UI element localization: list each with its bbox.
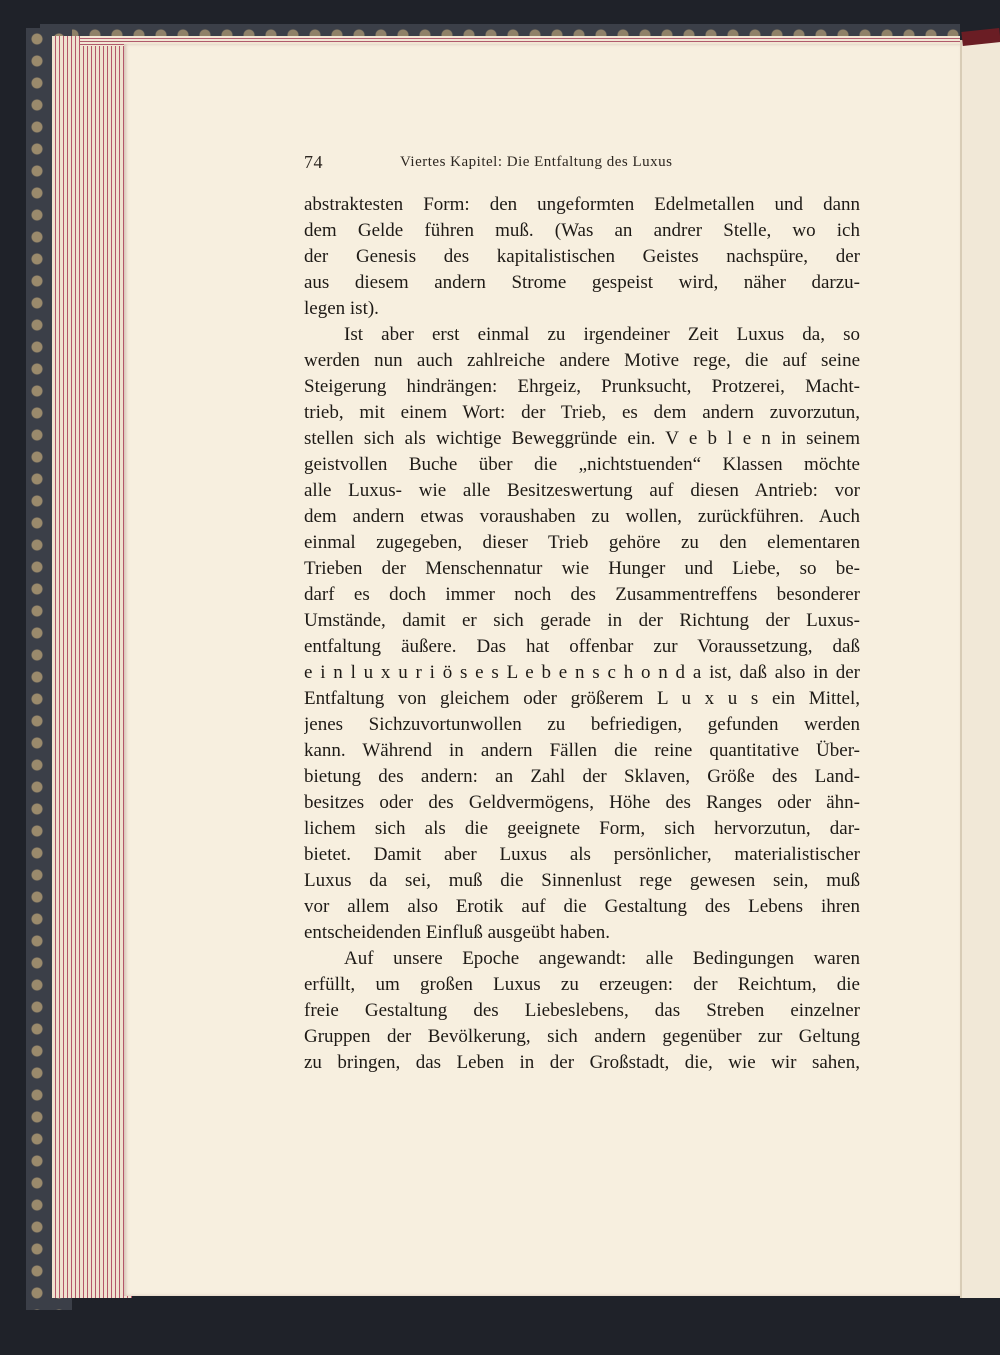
text-line: dem Gelde führen muß. (Was an andrer Stelle, wo ich [304, 220, 860, 241]
text-line: dem andern etwas voraushaben zu wollen, zurückführen. Auch [304, 506, 860, 527]
text-line: erfüllt, um großen Luxus zu erzeugen: der Reichtum, die [304, 974, 860, 995]
text-line: Trieben der Menschennatur wie Hunger und Liebe, so be- [304, 558, 860, 579]
text-line: vor allem also Erotik auf die Gestaltung des Lebens ihren [304, 896, 860, 917]
text-line: aus diesem andern Strome gespeist wird, näher darzu- [304, 272, 860, 293]
text-line: e i n l u x u r i ö s e s L e b e n s c h o n d a ist, daß also in der [304, 662, 860, 683]
text-line: alle Luxus- wie alle Besitzeswertung auf diesen Antrieb: vor [304, 480, 860, 501]
text-line: jenes Sichzuvortunwollen zu befriedigen, gefunden werden [304, 714, 860, 735]
text-line: darf es doch immer noch des Zusammentreffens besonderer [304, 584, 860, 605]
text-line: der Genesis des kapitalistischen Geistes nachspüre, der [304, 246, 860, 267]
text-line: lichem sich als die geeignete Form, sich hervorzutun, dar- [304, 818, 860, 839]
text-line: Umstände, damit er sich gerade in der Richtung der Luxus- [304, 610, 860, 631]
text-line: Entfaltung von gleichem oder größerem L u x u s ein Mittel, [304, 688, 860, 709]
page-edge-stack [52, 36, 132, 1298]
text-line: freie Gestaltung des Liebeslebens, das Streben einzelner [304, 1000, 860, 1021]
text-line: trieb, mit einem Wort: der Trieb, es dem andern zuvorzutun, [304, 402, 860, 423]
text-line: geistvollen Buche über die „nichtstuenden“ Klassen möchte [304, 454, 860, 475]
text-line: einmal zugegeben, dieser Trieb gehöre zu den elementaren [304, 532, 860, 553]
text-line: abstraktesten Form: den ungeformten Edelmetallen und dann [304, 194, 860, 215]
text-line: Luxus da sei, muß die Sinnenlust rege gewesen sein, muß [304, 870, 860, 891]
text-line: stellen sich als wichtige Beweggründe ein. V e b l e n in seinem [304, 428, 860, 449]
running-head [304, 152, 860, 176]
text-line: werden nun auch zahlreiche andere Motive rege, die auf seine [304, 350, 860, 371]
text-line: bietet. Damit aber Luxus als persönlicher, materialistischer [304, 844, 860, 865]
text-line: Ist aber erst einmal zu irgendeiner Zeit Luxus da, so [344, 324, 860, 345]
text-line: zu bringen, das Leben in der Großstadt, die, wie wir sahen, [304, 1052, 860, 1073]
body-text [304, 192, 860, 1076]
text-line: legen ist). [304, 298, 379, 319]
text-line: entscheidenden Einfluß ausgeübt haben. [304, 922, 611, 943]
text-line: besitzes oder des Geldvermögens, Höhe des Ranges oder ähn- [304, 792, 860, 813]
page-number: 74 [304, 152, 323, 172]
text-line: Gruppen der Bevölkerung, sich andern gegenüber zur Geltung [304, 1026, 860, 1047]
text-line: bietung des andern: an Zahl der Sklaven, Größe des Land- [304, 766, 860, 787]
text-line: entfaltung äußere. Das hat offenbar zur Voraussetzung, daß [304, 636, 860, 657]
text-line: kann. Während in andern Fällen die reine quantitative Über- [304, 740, 860, 761]
facing-page-sliver [960, 40, 1000, 1298]
text-line: Auf unsere Epoche angewandt: alle Bedingungen waren [344, 948, 860, 969]
chapter-title: Viertes Kapitel: Die Entfaltung des Luxus [400, 154, 673, 170]
text-line: Steigerung hindrängen: Ehrgeiz, Prunksucht, Protzerei, Macht- [304, 376, 860, 397]
